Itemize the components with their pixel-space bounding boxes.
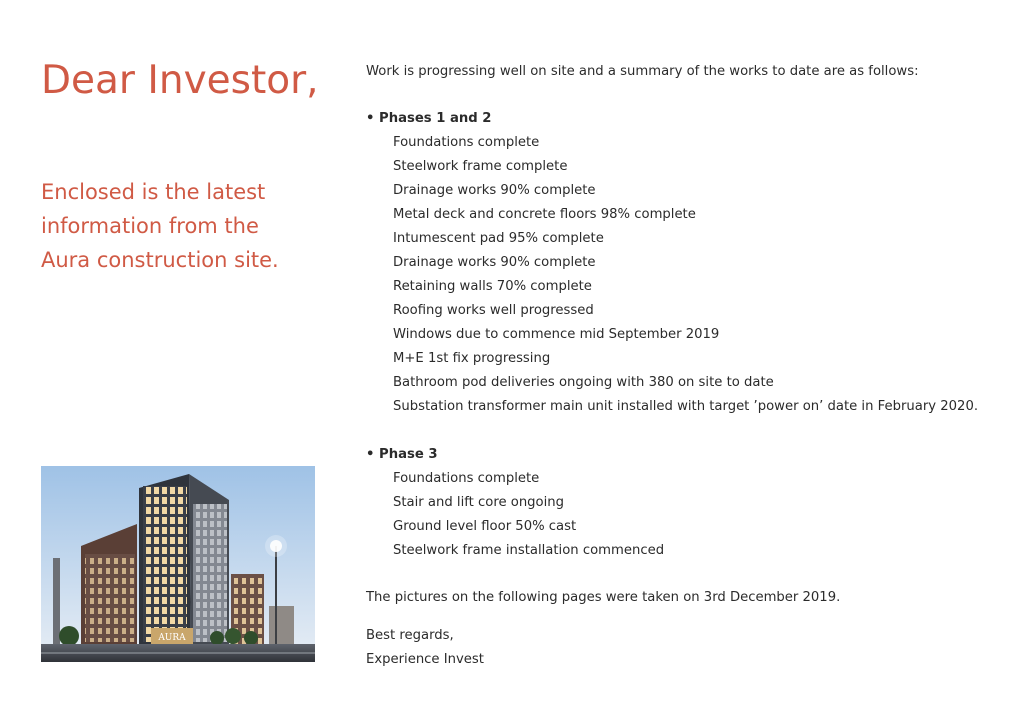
building-photo (41, 466, 315, 662)
intro-text (41, 175, 321, 277)
phase-section (366, 443, 1016, 563)
phase-title: • Phases 1 and 2 (366, 111, 492, 126)
signature: Experience Invest (366, 652, 484, 667)
list-item: Substation transformer main unit installed with target ’power on’ date in February 2020. (393, 399, 979, 414)
list-item: Metal deck and concrete floors 98% complete (393, 207, 696, 222)
letter-body (366, 60, 1016, 672)
list-item: Bathroom pod deliveries ongoing with 380 on site to date (393, 375, 774, 390)
list-item: Retaining walls 70% complete (393, 279, 592, 294)
list-item: Foundations complete (393, 135, 540, 150)
aura-building-illustration (41, 466, 315, 662)
list-item: Steelwork frame complete (393, 159, 568, 174)
phase-title-text: Phases 1 and 2 (379, 111, 492, 126)
intro-line: Aura construction site. (41, 248, 279, 272)
list-item: Windows due to commence mid September 2019 (393, 327, 720, 342)
phase-items (366, 131, 1016, 419)
list-item: Ground level floor 50% cast (393, 519, 577, 534)
building-sign: AURA (158, 633, 186, 643)
list-item: Drainage works 90% complete (393, 183, 596, 198)
intro-line: information from the (41, 214, 259, 238)
list-item: Roofing works well progressed (393, 303, 594, 318)
list-item: Steelwork frame installation commenced (393, 543, 665, 558)
phase-section (366, 107, 1016, 419)
list-item: M+E 1st fix progressing (393, 351, 551, 366)
photo-date-note: The pictures on the following pages were taken on 3rd December 2019. (366, 590, 841, 605)
phase-title: • Phase 3 (366, 447, 438, 462)
phase-title-text: Phase 3 (379, 447, 438, 462)
greeting-heading: Dear Investor, (41, 58, 319, 103)
list-item: Drainage works 90% complete (393, 255, 596, 270)
intro-line: Enclosed is the latest (41, 180, 266, 204)
list-item: Intumescent pad 95% complete (393, 231, 604, 246)
signoff: Best regards, (366, 628, 454, 643)
list-item: Stair and lift core ongoing (393, 495, 565, 510)
lead-paragraph: Work is progressing well on site and a summary of the works to date are as follows: (366, 64, 919, 79)
phase-items (366, 467, 1016, 563)
list-item: Foundations complete (393, 471, 540, 486)
